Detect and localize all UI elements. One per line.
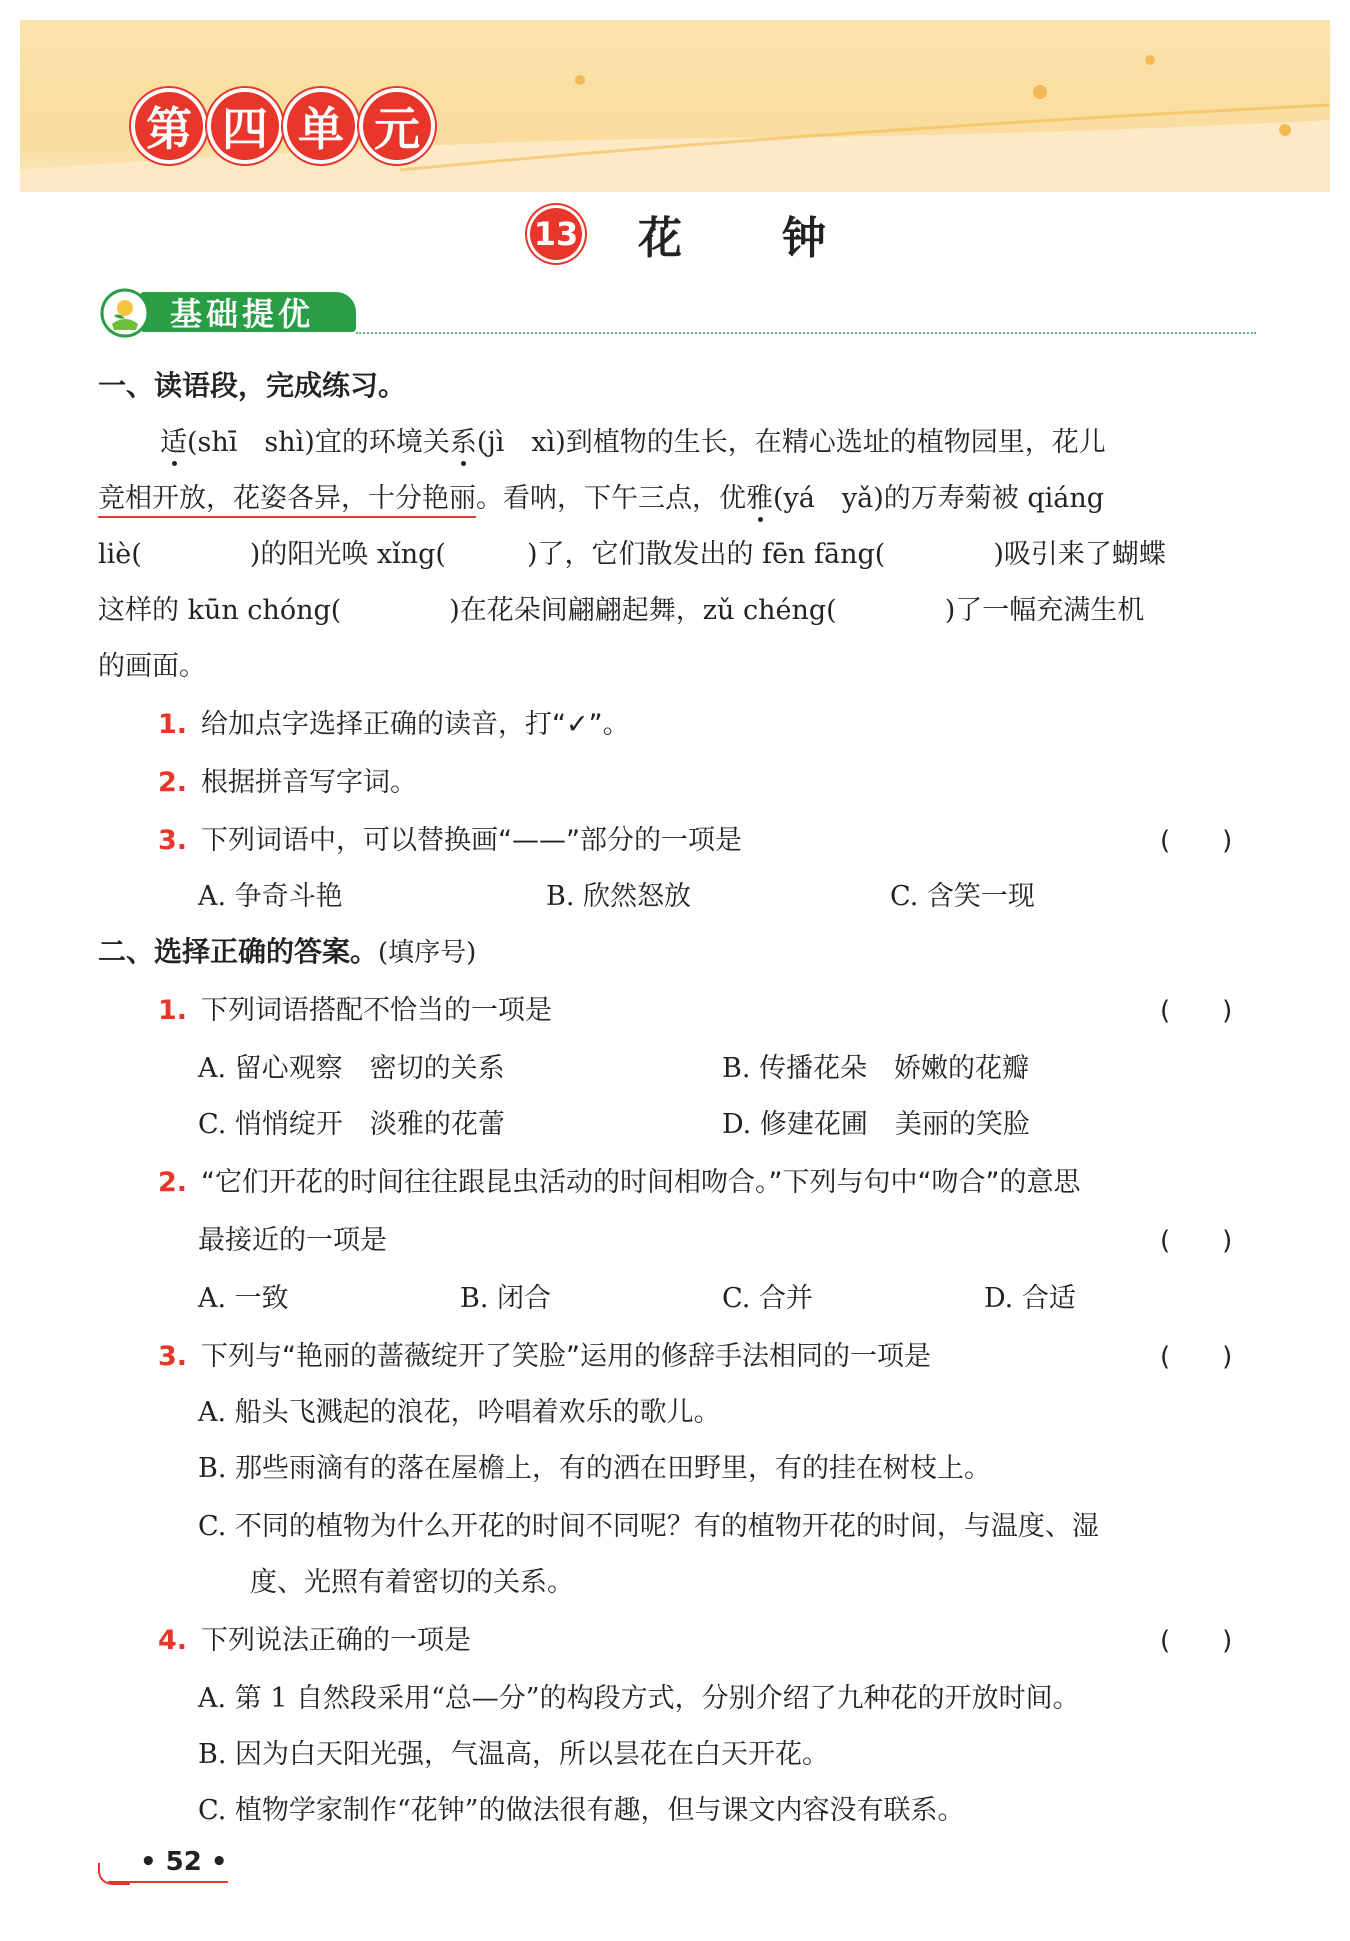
question-number: 3.: [158, 825, 188, 856]
passage-text: 。看呐，下午三点，优: [476, 483, 746, 514]
option: A. 船头飞溅起的浪花，吟唱着欢乐的歌儿。: [198, 1397, 721, 1428]
question-number: 1.: [158, 709, 188, 740]
lesson-title: 花钟: [638, 213, 926, 264]
section-badge: [100, 288, 356, 334]
question: [158, 988, 552, 1027]
option: A. 第 1 自然段采用“总—分”的构段方式，分别介绍了九种花的开放时间。: [198, 1683, 1080, 1714]
option: C. 悄悄绽开 淡雅的花蕾: [198, 1109, 505, 1140]
part1-heading: 一、读语段，完成练习。: [98, 369, 407, 402]
unit-char: 四: [211, 92, 279, 160]
answer-blank[interactable]: ( ): [1160, 1342, 1233, 1372]
dotted-char: 雅: [746, 483, 773, 514]
option-cont: 度、光照有着密切的关系。: [250, 1567, 574, 1598]
option: C. 合并: [722, 1283, 813, 1314]
option: B. 传播花朵 娇嫩的花瓣: [722, 1053, 1030, 1084]
answer-blank[interactable]: ( ): [1160, 1626, 1233, 1656]
question-text: 下列说法正确的一项是: [201, 1625, 472, 1656]
option: B. 因为白天阳光强，气温高，所以昙花在白天开花。: [198, 1739, 830, 1770]
dotted-char: 系: [449, 427, 477, 458]
unit-char: 第: [135, 92, 203, 160]
passage-text: (jì xì)到植物的生长，在精心选址的植物园里，花儿: [476, 427, 1106, 458]
question: [158, 818, 742, 857]
question-text: 下列词语中，可以替换画“——”部分的一项是: [201, 825, 743, 856]
option: A. 一致: [198, 1283, 289, 1314]
page-footer: [98, 1847, 228, 1887]
option: B. 欣然怒放: [546, 881, 692, 912]
passage-text: (yá yǎ)的万寿菊被 qiáng: [773, 483, 1105, 514]
question-number: 4.: [158, 1625, 188, 1656]
heading-text: 二、选择正确的答案。: [98, 935, 379, 968]
option: A. 留心观察 密切的关系: [198, 1053, 505, 1084]
unit-char: 单: [287, 92, 355, 160]
unit-char: 元: [363, 92, 431, 160]
section-label: 基础提优: [140, 292, 356, 332]
question-number: 2.: [158, 1167, 188, 1198]
question: [158, 760, 417, 799]
passage-line-3: liè( )的阳光唤 xǐng( )了，它们散发出的 fēn fāng( )吸引来了蝴蝶: [98, 539, 1166, 570]
option: D. 合适: [984, 1283, 1076, 1314]
option: B. 闭合: [460, 1283, 552, 1314]
question: [158, 1334, 931, 1373]
lesson-number: 13: [530, 208, 582, 260]
question-text-cont: 最接近的一项是: [198, 1225, 387, 1256]
question-number: 2.: [158, 767, 188, 798]
option: A. 争奇斗艳: [198, 881, 343, 912]
option: C. 植物学家制作“花钟”的做法很有趣，但与课文内容没有联系。: [198, 1795, 965, 1826]
option: C. 不同的植物为什么开花的时间不同呢？有的植物开花的时间，与温度、湿: [198, 1511, 1099, 1542]
question: [158, 1160, 1081, 1199]
passage-line-5: 的画面。: [98, 651, 206, 682]
heading-note: (填序号): [378, 938, 477, 968]
question-text: 下列与“艳丽的蔷薇绽开了笑脸”运用的修辞手法相同的一项是: [201, 1341, 932, 1372]
option: C. 含笑一现: [890, 881, 1035, 912]
question-number: 1.: [158, 995, 188, 1026]
passage-line-2: [98, 476, 1104, 515]
underlined-phrase: 竞相开放，花姿各异，十分艳丽: [98, 483, 476, 518]
section-divider: [356, 332, 1256, 334]
passage-line-4: 这样的 kūn chóng( )在花朵间翩翩起舞，zǔ chéng( )了一幅充满生机: [98, 595, 1145, 626]
passage-line-1: [160, 420, 1106, 459]
question-text: 下列词语搭配不恰当的一项是: [201, 995, 553, 1026]
option: B. 那些雨滴有的落在屋檐上，有的洒在田野里，有的挂在树枝上。: [198, 1453, 992, 1484]
answer-blank[interactable]: ( ): [1160, 1226, 1233, 1256]
footer-line: [108, 1881, 228, 1883]
part2-heading: [98, 930, 476, 970]
question-text: 根据拼音写字词。: [201, 767, 418, 798]
passage-text: (shī shì)宜的环境关: [187, 427, 450, 458]
question-text: 给加点字选择正确的读音，打“✓”。: [201, 709, 630, 740]
sprout-icon: [100, 288, 150, 338]
question: [158, 1618, 471, 1657]
question: [158, 702, 630, 741]
question-number: 3.: [158, 1341, 188, 1372]
answer-blank[interactable]: ( ): [1160, 996, 1233, 1026]
dotted-char: 适: [160, 427, 187, 458]
answer-blank[interactable]: ( ): [1160, 826, 1233, 856]
question-text: “它们开花的时间往往跟昆虫活动的时间相吻合。”下列与句中“吻合”的意思: [201, 1167, 1081, 1198]
page-number: • 52 •: [140, 1847, 228, 1877]
unit-title: [135, 92, 431, 160]
option: D. 修建花圃 美丽的笑脸: [722, 1109, 1030, 1140]
lesson-heading: [530, 202, 926, 266]
